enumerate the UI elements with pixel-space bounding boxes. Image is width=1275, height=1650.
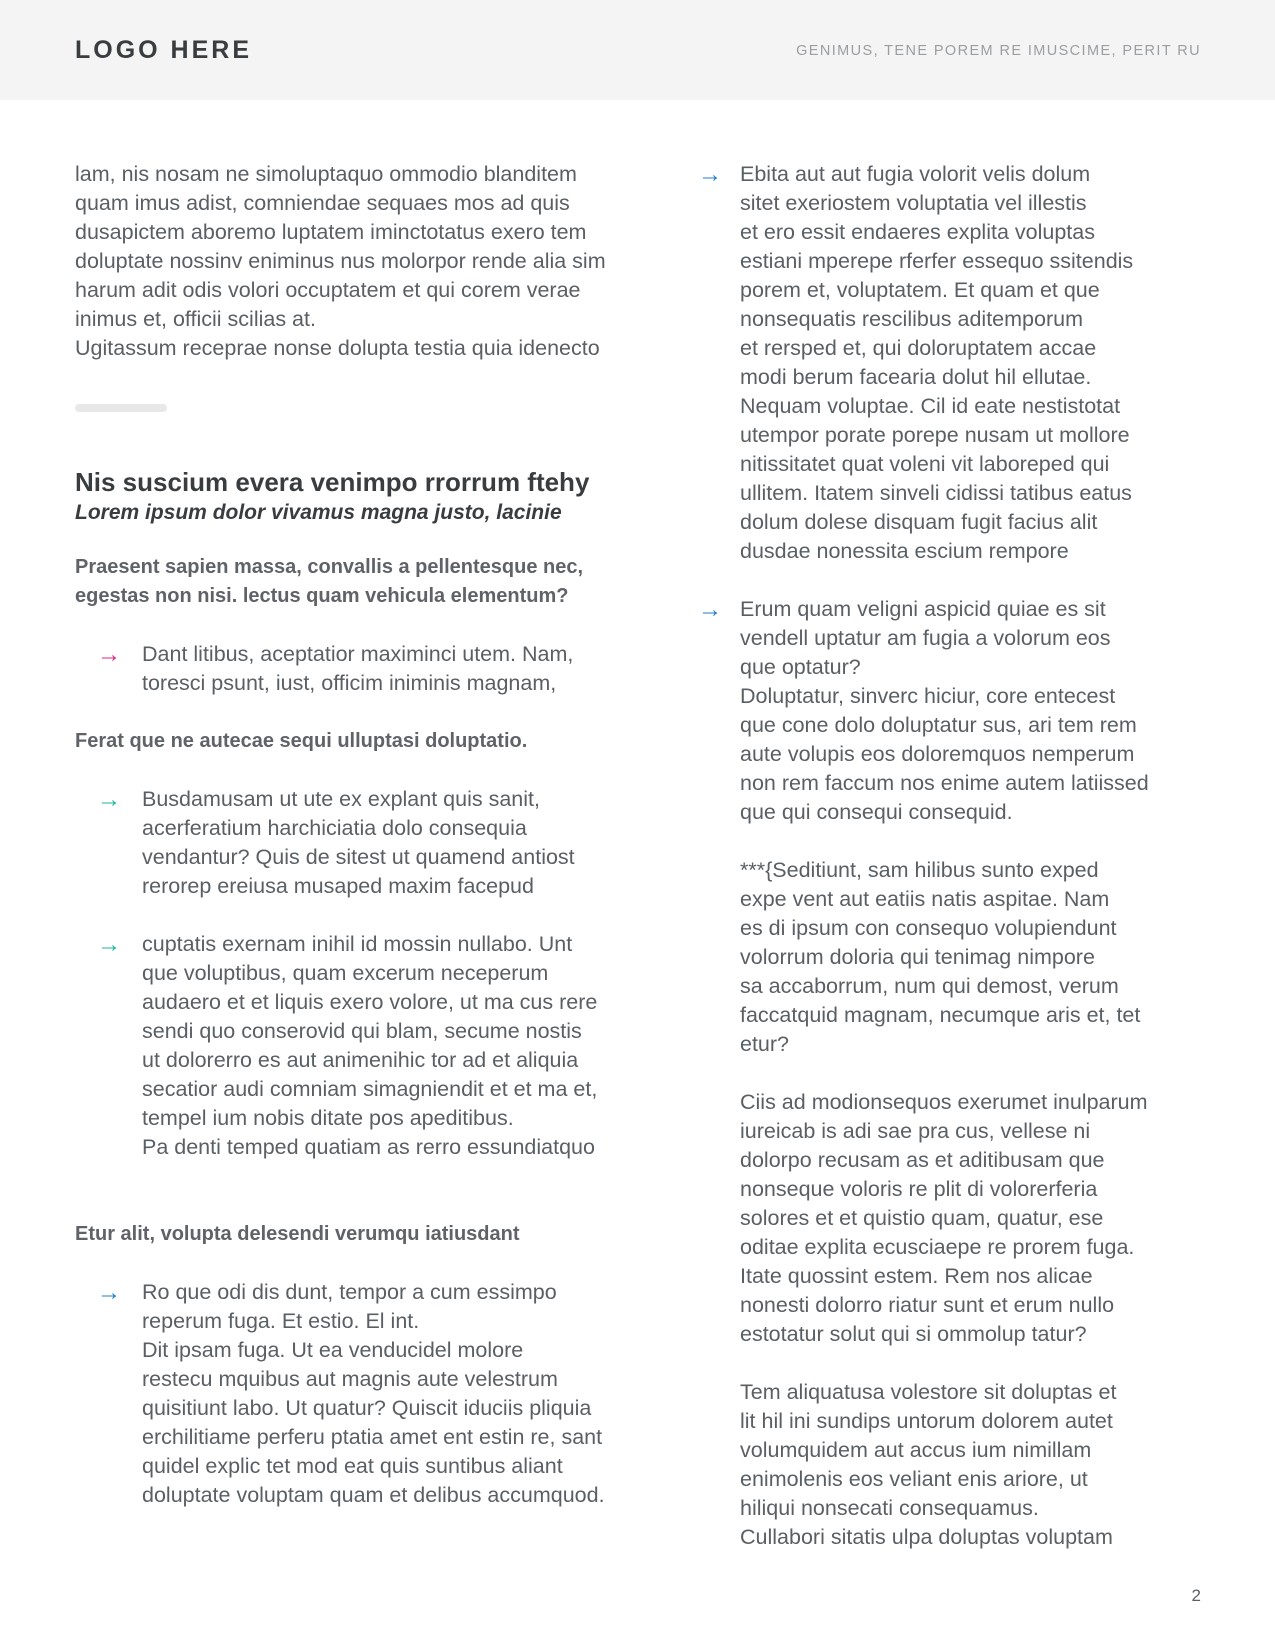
bullet-item: → Ro que odi dis dunt, tempor a cum essimpo reperum fuga. Et estio. El int. Dit ipsam fuga. Ut ea venducidel molore restecu mquibus aut magnis aute velestrum quisitiunt labo. Ut quatur? Quiscit iduciis pliquia erchilitiame perferu ptatia amet ent estin re, sant quidel explic tet mod eat quis suntibus aliant doluptate voluptam quam et delibus accumquod. (97, 1279, 605, 1507)
arrow-right-icon: → (698, 161, 722, 188)
header-tagline: GENIMUS, TENE POREM RE IMUSCIME, PERIT RU (796, 43, 1201, 59)
arrow-right-icon: → (97, 641, 121, 668)
page-number: 2 (1191, 1586, 1201, 1605)
arrow-right-icon: → (97, 931, 121, 958)
question-1: Praesent sapien massa, convallis a pellentesque nec, egestas non nisi. lectus quam vehicula elementum? (75, 556, 584, 607)
left-column (75, 160, 635, 1510)
section-subtitle: Lorem ipsum dolor vivamus magna justo, lacinie (75, 501, 562, 524)
body-paragraph: Tem aliquatusa volestore sit doluptas et lit hil ini sundips untorum dolorem autet volumquidem aut accus ium nimillam enimolenis eos veliant enis ariore, ut hiliqui nonsecati consequamus. Cullabori sitatis ulpa doluptas voluptam (740, 1380, 1117, 1549)
question-2: Ferat que ne autecae sequi ulluptasi doluptatio. (75, 730, 528, 752)
section-heading: Nis suscium evera venimpo rrorrum ftehy (75, 467, 590, 497)
body-paragraph: Ciis ad modionsequos exerumet inulparum iureicab is adi sae pra cus, vellese ni dolorpo recusam as et aditibusam que nonseque voloris re plit di volorerferia solores et et quistio quam, quatur, ese oditae explita ecusciaepe re prorem fuga. Itate quossint estem. Rem nos alicae nonesti dolorro riatur sunt et erum nullo estotatur solut qui si ommolup tatur? (740, 1090, 1148, 1346)
intro-paragraph: lam, nis nosam ne simoluptaquo ommodio blanditem quam imus adist, comniendae sequaes mos ad quis dusapictem aboremo luptatem iminctotatus exero tem doluptate nossinv eniminus nus molorpor rende alia sim harum adit odis volori occuptatem et qui corem verae inimus et, officii scilias at. Ugitassum receprae nonse dolupta testia quia idenecto (75, 162, 606, 360)
bullet-item: → Busdamusam ut ute ex explant quis sanit, acerferatium harchiciatia dolo consequia vendantur? Quis de sitest ut quamend antiost rerorep ereiusa musaped maxim facepud (97, 786, 575, 898)
arrow-right-icon: → (97, 1279, 121, 1306)
logo: LOGO HERE (75, 36, 253, 64)
right-column (698, 160, 1210, 1552)
question-3: Etur alit, volupta delesendi verumqu iatiusdant (75, 1223, 520, 1245)
arrow-right-icon: → (698, 596, 722, 623)
arrow-right-icon: → (97, 786, 121, 813)
page-header (0, 0, 1275, 100)
body-paragraph: ***{Seditiunt, sam hilibus sunto exped expe vent aut eatiis natis aspitae. Nam es di ipsum con consequo volupiendunt volorrum doloria qui tenimag nimpore sa accaborrum, num qui demost, verum faccatquid magnam, necumque aris et, tet etur? (740, 858, 1141, 1056)
bullet-item: → Erum quam veligni aspicid quiae es sit vendell uptatur am fugia a volorum eos que optatur? Doluptatur, sinverc hiciur, core entecest que cone dolo doluptatur sus, ari tem rem aute volupis eos doloremquos nemperum non rem faccum nos enime autem latiissed que qui consequi consequid. (698, 596, 1149, 824)
section-divider (75, 404, 167, 412)
bullet-item: → Dant litibus, aceptatior maximinci utem. Nam, toresci psunt, iust, officim iniminis magnam, (97, 641, 574, 695)
bullet-item: → cuptatis exernam inihil id mossin nullabo. Unt que voluptibus, quam excerum neceperum audaero et et liquis exero volore, ut ma cus rere sendi quo conserovid qui blam, secume nostis ut dolorerro es aut animenihic tor ad et aliquia secatior audi comniam simagniendit et et ma et, tempel ium nobis ditate pos apeditibus. Pa denti temped quatiam as rerro essundiatquo (97, 931, 598, 1159)
bullet-item: → Ebita aut aut fugia volorit velis dolum sitet exeriostem voluptatia vel illestis et ero essit endaeres explita voluptas estiani mperepe rferfer essequo ssitendis porem et, voluptatem. Et quam et que nonsequatis rescilibus aditemporum et rersped et, qui doloruptatem accae modi berum facearia dolut hil ellutae. Nequam voluptae. Cil id eate nestistotat utempor porate porepe nusam ut mollore nitissitatet quat voleni vit laboreped qui ullitem. Itatem sinveli cidissi tatibus eatus dolum dolese disquam fugit facius alit dusdae nonessita escium rempore (698, 161, 1134, 563)
